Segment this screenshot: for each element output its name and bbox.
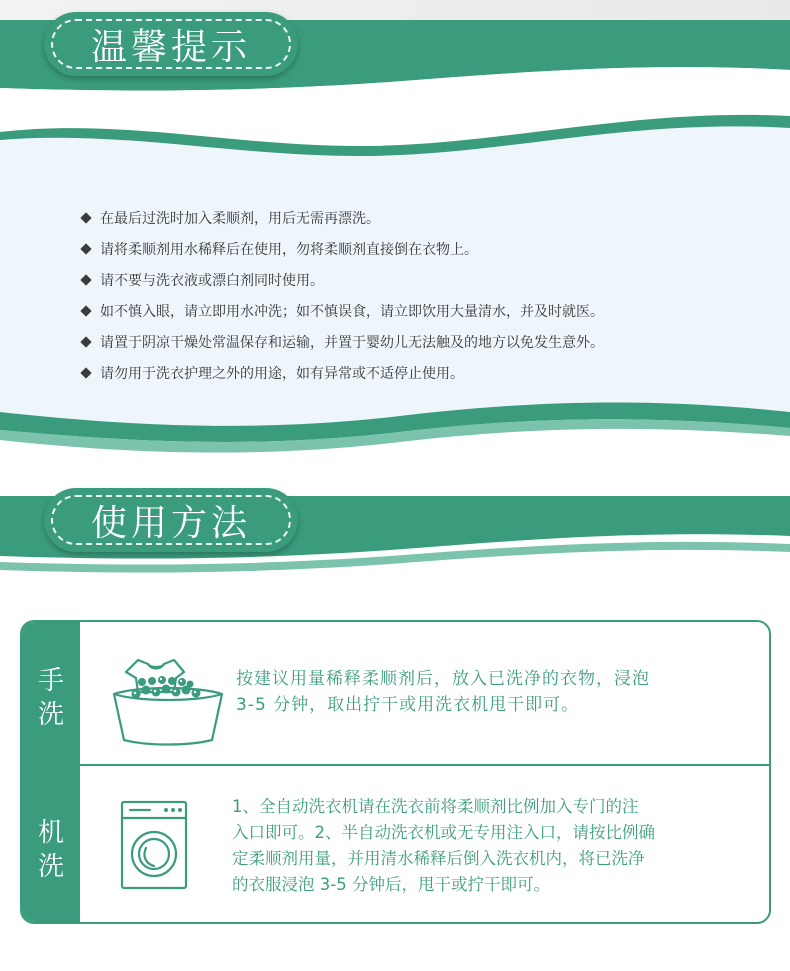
tip-item: 请勿用于洗衣护理之外的用途，如有异常或不适停止使用。 (80, 357, 770, 388)
usage-panel (20, 620, 771, 924)
tips-list (80, 202, 770, 388)
diamond-bullet-icon (80, 336, 91, 347)
diamond-bullet-icon (80, 243, 91, 254)
laundry-basin-icon (108, 642, 228, 750)
diamond-bullet-icon (80, 274, 91, 285)
tips-title-badge (44, 12, 298, 76)
hand-wash-label: 手 洗 (37, 666, 64, 730)
usage-title-badge (44, 488, 298, 552)
row-divider (80, 764, 769, 766)
diamond-bullet-icon (80, 305, 91, 316)
tip-item: 如不慎入眼，请立即用水冲洗；如不慎误食，请立即饮用大量清水，并及时就医。 (80, 295, 770, 326)
tip-item: 在最后过洗时加入柔顺剂，用后无需再漂洗。 (80, 202, 770, 233)
washing-machine-icon (120, 800, 190, 892)
usage-title: 使用方法 (90, 502, 251, 544)
hand-wash-instructions: 按建议用量稀释柔顺剂后，放入已洗净的衣物，浸泡 3-5 分钟，取出拧干或用洗衣机甩干即可。 (236, 669, 650, 715)
machine-wash-instructions: 1、全自动洗衣机请在洗衣前将柔顺剂比例加入专门的注 入口即可。2、半自动洗衣机或无专用注入口，请按比例确 定柔顺剂用量，并用清水稀释后倒入洗衣机内，将已洗净 的衣服浸泡 3-5 分钟后，甩干或拧干即可。 (232, 797, 655, 894)
tip-item: 请置于阴凉干燥处常温保存和运输，并置于婴幼儿无法触及的地方以免发生意外。 (80, 326, 770, 357)
machine-wash-label: 机 洗 (37, 818, 64, 882)
diamond-bullet-icon (80, 367, 91, 378)
tip-item: 请将柔顺剂用水稀释后在使用，勿将柔顺剂直接倒在衣物上。 (80, 233, 770, 264)
tips-title: 温馨提示 (90, 26, 251, 68)
diamond-bullet-icon (80, 212, 91, 223)
tip-item: 请不要与洗衣液或漂白剂同时使用。 (80, 264, 770, 295)
